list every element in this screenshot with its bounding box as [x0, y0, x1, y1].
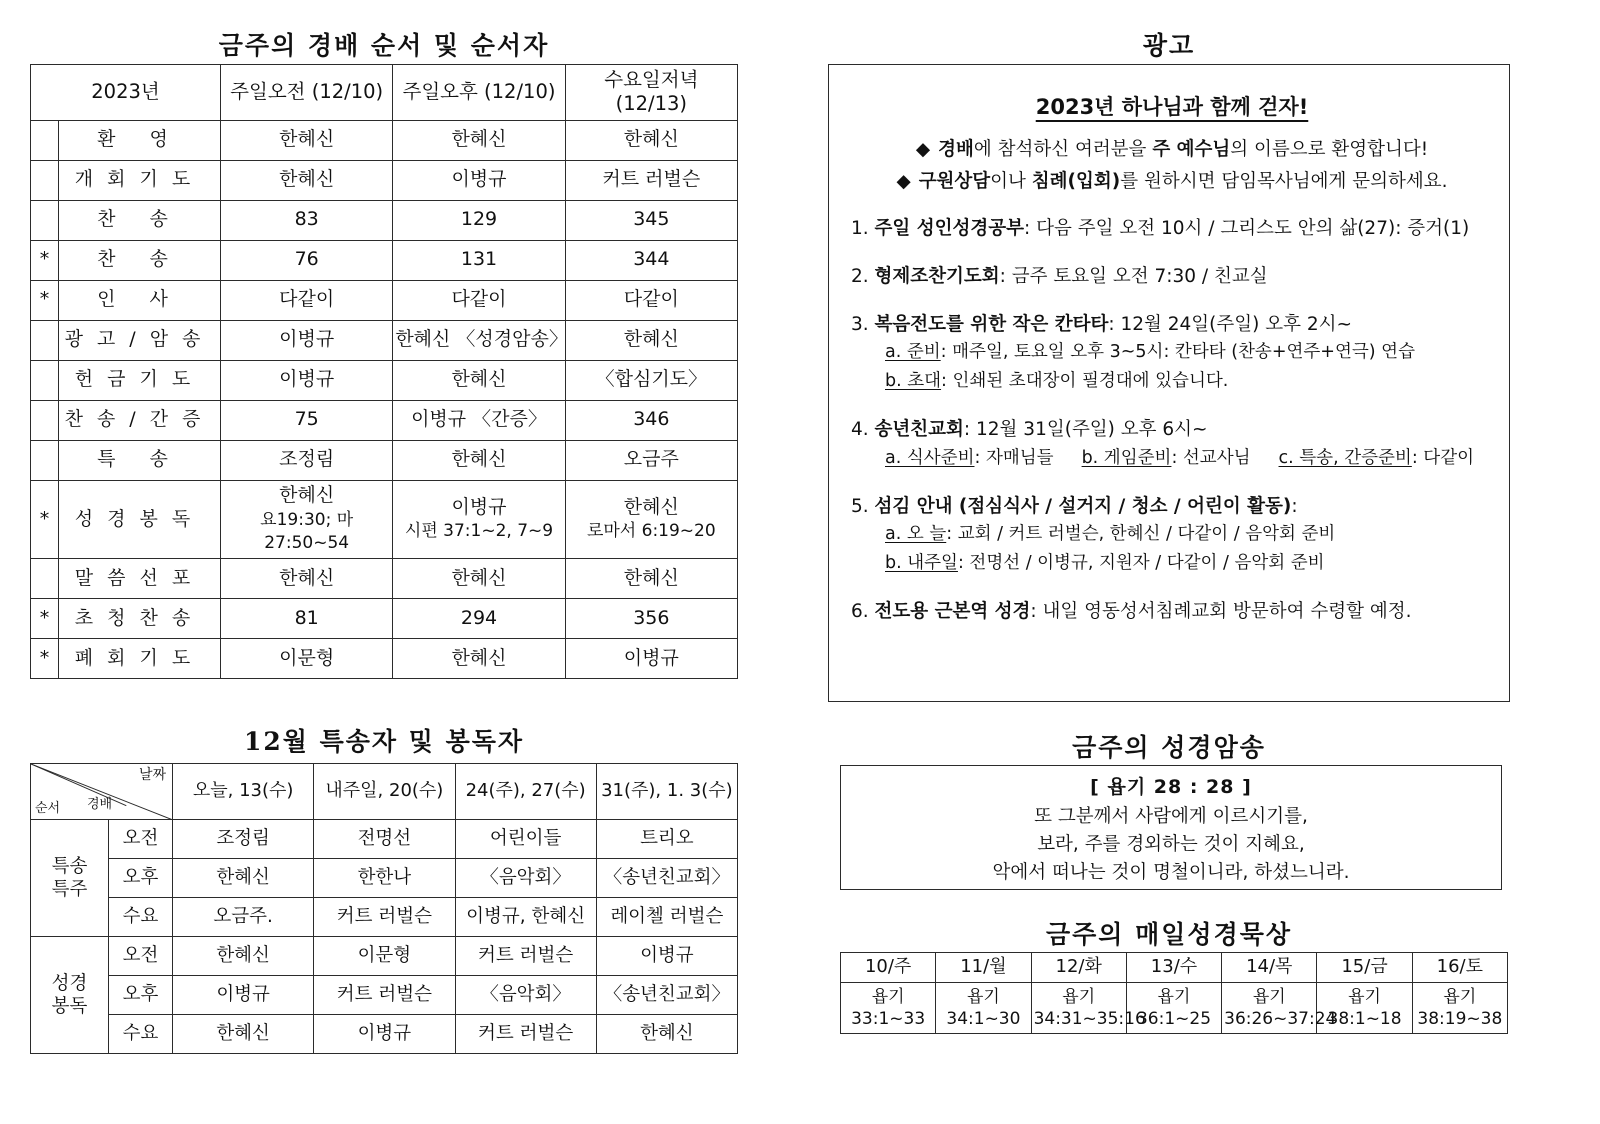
devotion-day-header: 14/목 [1222, 953, 1317, 983]
worship-wednesday-cell: 한혜신 [565, 120, 737, 160]
worship-sunday-pm-cell: 294 [393, 599, 565, 639]
worship-sunday-am-cell: 83 [221, 200, 393, 240]
singer-table-head [31, 764, 738, 820]
worship-item-cell: 성경봉독 [59, 480, 221, 558]
table-row [31, 280, 738, 320]
devotion-day-header: 16/토 [1412, 953, 1507, 983]
worship-sunday-am-cell: 이병규 [221, 320, 393, 360]
worship-sunday-pm-cell: 이병규 [393, 160, 565, 200]
worship-sunday-pm-cell: 129 [393, 200, 565, 240]
worship-wednesday-cell: 345 [565, 200, 737, 240]
memory-verse-line: 또 그분께서 사람에게 이르시기를, [1034, 806, 1308, 827]
table-row [31, 400, 738, 440]
announcement-item: 3. 복음전도를 위한 작은 칸타타: 12월 24일(주일) 오후 2시~ a. 준비: 매주일, 토요일 오후 3~5시: 칸타타 (찬송+연주+연극) 연습 b. 초대: 인쇄된 초대장이 필경대에 있습니다. [851, 311, 1493, 397]
singer-reader-title: 12월 특송자 및 봉독자 [243, 727, 525, 756]
memory-verse-line: 악에서 떠나는 것이 명철이니라, 하셨느니라. [992, 862, 1350, 884]
singer-person-cell: 한혜신 [173, 859, 314, 898]
worship-asterisk-cell: * [31, 240, 59, 280]
worship-item-cell: 헌금기도 [59, 360, 221, 400]
singer-person-cell: 한혜신 [173, 1015, 314, 1054]
singer-time-cell: 오후 [109, 859, 173, 898]
worship-sunday-am-cell: 한혜신 [221, 120, 393, 160]
worship-asterisk-cell: * [31, 639, 59, 679]
announcement-subitem: a. 오 늘: 교회 / 커트 러벌슨, 한혜신 / 다같이 / 음악회 준비 [885, 524, 1336, 545]
worship-wednesday-cell: 346 [565, 400, 737, 440]
memory-verse-reference: [ 욥기 28 : 28 ] [1090, 776, 1252, 798]
announcement-diamond-line: ◆ 구원상담이나 침례(입회)를 원하시면 담임목사님에게 문의하세요. [896, 171, 1448, 192]
worship-header-sunday-am: 주일오전 (12/10) [221, 65, 393, 121]
devotion-day-header: 15/금 [1317, 953, 1412, 983]
announcements-diamond-list [851, 135, 1493, 193]
worship-item-cell: 인 사 [59, 280, 221, 320]
table-row [31, 120, 738, 160]
table-row [31, 976, 738, 1015]
worship-item-cell: 찬 송 [59, 200, 221, 240]
table-row [31, 360, 738, 400]
corner-label-worship: 경배 [87, 796, 113, 812]
worship-wednesday-cell: 한혜신 [565, 320, 737, 360]
worship-asterisk-cell: * [31, 599, 59, 639]
devotion-day-header: 10/주 [841, 953, 936, 983]
singer-reader-table [30, 763, 738, 1054]
daily-devotion-title: 금주의 매일성경묵상 [1045, 920, 1293, 949]
memory-verse-box [840, 765, 1502, 890]
table-header-row [31, 65, 738, 121]
table-row [31, 820, 738, 859]
worship-wednesday-cell: 다같이 [565, 280, 737, 320]
table-row [31, 559, 738, 599]
worship-table-head [31, 65, 738, 121]
singer-person-cell: 〈송년친교회〉 [596, 859, 737, 898]
worship-asterisk-cell [31, 440, 59, 480]
worship-sunday-pm-cell: 이병규 〈간증〉 [393, 400, 565, 440]
devotion-passage-cell: 욥기 33:1~33 [841, 982, 936, 1033]
singer-person-cell: 한한나 [314, 859, 455, 898]
table-row [31, 898, 738, 937]
singer-person-cell: 커트 러벌슨 [314, 898, 455, 937]
worship-sunday-am-cell: 한혜신 요19:30; 마27:50~54 [221, 480, 393, 558]
worship-sunday-pm-cell: 이병규 시편 37:1~2, 7~9 [393, 480, 565, 558]
devotion-passage-cell: 욥기 38:1~18 [1317, 982, 1412, 1033]
table-row [31, 599, 738, 639]
singer-corner-header [31, 764, 173, 820]
worship-sunday-pm-cell: 한혜신 〈성경암송〉 [393, 320, 565, 360]
singer-header-col-2: 내주일, 20(수) [314, 764, 455, 820]
announcement-subitem: b. 초대: 인쇄된 초대장이 필경대에 있습니다. [885, 371, 1229, 392]
corner-label-order: 순서 [35, 800, 61, 816]
singer-person-cell: 한혜신 [596, 1015, 737, 1054]
singer-reader-table-wrap [30, 763, 738, 1054]
devotion-day-header: 13/수 [1126, 953, 1221, 983]
table-row [31, 160, 738, 200]
announcement-item: 1. 주일 성인성경공부: 다음 주일 오전 10시 / 그리스도 안의 삶(27): 증거(1) [851, 218, 1470, 239]
table-header-row [841, 953, 1508, 983]
singer-person-cell: 이문형 [314, 937, 455, 976]
worship-wednesday-cell: 344 [565, 240, 737, 280]
table-row [31, 240, 738, 280]
worship-asterisk-cell [31, 400, 59, 440]
announcements-box [828, 64, 1510, 702]
table-header-row [31, 764, 738, 820]
singer-person-cell: 이병규, 한혜신 [455, 898, 596, 937]
worship-header-wednesday: 수요일저녁 (12/13) [565, 65, 737, 121]
table-row [31, 440, 738, 480]
singer-time-cell: 오전 [109, 937, 173, 976]
worship-asterisk-cell [31, 559, 59, 599]
worship-wednesday-cell: 커트 러벌슨 [565, 160, 737, 200]
singer-person-cell: 트리오 [596, 820, 737, 859]
worship-item-cell: 개회기도 [59, 160, 221, 200]
singer-group-label: 성경 봉독 [31, 937, 109, 1054]
announcement-subitem: a. 준비: 매주일, 토요일 오후 3~5시: 칸타타 (찬송+연주+연극) 연습 [885, 342, 1415, 363]
worship-table-body [31, 120, 738, 678]
memory-verse-title: 금주의 성경암송 [1072, 733, 1266, 762]
devotion-passage-cell: 욥기 36:1~25 [1126, 982, 1221, 1033]
worship-asterisk-cell [31, 120, 59, 160]
daily-devotion-table-wrap [840, 952, 1508, 1034]
singer-time-cell: 오전 [109, 820, 173, 859]
singer-person-cell: 오금주. [173, 898, 314, 937]
announcement-diamond-line: ◆ 경배에 참석하신 여러분을 주 예수님의 이름으로 환영합니다! [915, 139, 1429, 160]
devotion-table-body [841, 982, 1508, 1033]
worship-sunday-am-cell: 한혜신 [221, 559, 393, 599]
singer-person-cell: 커트 러벌슨 [314, 976, 455, 1015]
worship-asterisk-cell [31, 360, 59, 400]
singer-table-body [31, 820, 738, 1054]
singer-group-label: 특송 특주 [31, 820, 109, 937]
devotion-passage-cell: 욥기 38:19~38 [1412, 982, 1507, 1033]
worship-item-cell: 찬 송 [59, 240, 221, 280]
announcement-subitem: a. 식사준비: 자매님들 b. 게임준비: 선교사님 c. 특송, 간증준비: 다같이 [885, 447, 1475, 468]
worship-sunday-pm-cell: 한혜신 [393, 639, 565, 679]
singer-time-cell: 수요 [109, 898, 173, 937]
worship-sunday-am-cell: 다같이 [221, 280, 393, 320]
announcement-item: 4. 송년친교회: 12월 31일(주일) 오후 6시~ a. 식사준비: 자매님들 b. 게임준비: 선교사님 c. 특송, 간증준비: 다같이 [851, 416, 1493, 473]
singer-person-cell: 이병규 [314, 1015, 455, 1054]
diamond-icon: ◆ [915, 139, 931, 160]
worship-item-cell: 폐회기도 [59, 639, 221, 679]
worship-sunday-pm-cell: 한혜신 [393, 120, 565, 160]
worship-asterisk-cell [31, 160, 59, 200]
worship-item-cell: 찬송/간증 [59, 400, 221, 440]
worship-sunday-pm-cell: 한혜신 [393, 559, 565, 599]
worship-sunday-pm-cell: 한혜신 [393, 440, 565, 480]
worship-sunday-am-cell: 이문형 [221, 639, 393, 679]
announcement-item: 5. 섬김 안내 (점심식사 / 설거지 / 청소 / 어린이 활동): a. 오 늘: 교회 / 커트 러벌슨, 한혜신 / 다같이 / 음악회 준비 b. 내주일: 전명선 / 이병규, 지원자 / 다같이 / 음악회 준비 [851, 493, 1493, 579]
devotion-passage-cell: 욥기 36:26~37:24 [1222, 982, 1317, 1033]
devotion-table-head [841, 953, 1508, 983]
corner-label-date: 날짜 [138, 767, 166, 783]
worship-sunday-am-cell: 이병규 [221, 360, 393, 400]
singer-person-cell: 커트 러벌슨 [455, 937, 596, 976]
worship-sunday-pm-cell: 131 [393, 240, 565, 280]
worship-order-table-wrap [30, 64, 738, 679]
worship-asterisk-cell: * [31, 280, 59, 320]
worship-header-year: 2023년 [31, 65, 221, 121]
worship-sunday-am-cell: 81 [221, 599, 393, 639]
worship-asterisk-cell [31, 320, 59, 360]
singer-person-cell: 〈음악회〉 [455, 976, 596, 1015]
singer-header-col-3: 24(주), 27(수) [455, 764, 596, 820]
worship-sunday-pm-cell: 다같이 [393, 280, 565, 320]
worship-wednesday-cell: 한혜신 로마서 6:19~20 [565, 480, 737, 558]
worship-sunday-pm-cell: 한혜신 [393, 360, 565, 400]
worship-wednesday-cell: 한혜신 [565, 559, 737, 599]
worship-sunday-am-cell: 한혜신 [221, 160, 393, 200]
table-row [31, 480, 738, 558]
worship-order-title: 금주의 경배 순서 및 순서자 [218, 31, 550, 60]
singer-person-cell: 레이첼 러벌슨 [596, 898, 737, 937]
singer-person-cell: 커트 러벌슨 [455, 1015, 596, 1054]
singer-header-col-4: 31(주), 1. 3(수) [596, 764, 737, 820]
singer-time-cell: 수요 [109, 1015, 173, 1054]
singer-person-cell: 이병규 [596, 937, 737, 976]
table-row [31, 320, 738, 360]
worship-item-cell: 말씀선포 [59, 559, 221, 599]
singer-person-cell: 이병규 [173, 976, 314, 1015]
singer-person-cell: 어린이들 [455, 820, 596, 859]
worship-sunday-am-cell: 75 [221, 400, 393, 440]
announcement-item: 2. 형제조찬기도회: 금주 토요일 오전 7:30 / 친교실 [851, 265, 1268, 287]
worship-item-cell: 광고/암송 [59, 320, 221, 360]
worship-wednesday-cell: 〈합심기도〉 [565, 360, 737, 400]
worship-asterisk-cell: * [31, 480, 59, 558]
memory-verse-line: 보라, 주를 경외하는 것이 지혜요, [1037, 834, 1305, 856]
table-row [31, 200, 738, 240]
singer-person-cell: 전명선 [314, 820, 455, 859]
devotion-passage-cell: 욥기 34:31~35:16 [1031, 982, 1126, 1033]
table-row [841, 982, 1508, 1033]
worship-wednesday-cell: 356 [565, 599, 737, 639]
announcements-numbered-list [851, 215, 1493, 626]
singer-time-cell: 오후 [109, 976, 173, 1015]
worship-asterisk-cell [31, 200, 59, 240]
table-row [31, 859, 738, 898]
daily-devotion-table [840, 952, 1508, 1034]
diamond-icon: ◆ [896, 171, 911, 192]
devotion-passage-cell: 욥기 34:1~30 [936, 982, 1031, 1033]
worship-item-cell: 환 영 [59, 120, 221, 160]
worship-wednesday-cell: 이병규 [565, 639, 737, 679]
announcements-title: 광고 [1142, 31, 1196, 60]
singer-person-cell: 〈송년친교회〉 [596, 976, 737, 1015]
memory-verse-text [841, 803, 1501, 887]
worship-header-sunday-pm: 주일오후 (12/10) [393, 65, 565, 121]
devotion-day-header: 11/월 [936, 953, 1031, 983]
worship-item-cell: 특 송 [59, 440, 221, 480]
devotion-day-header: 12/화 [1031, 953, 1126, 983]
announcement-item: 6. 전도용 근본역 성경: 내일 영동성서침례교회 방문하여 수령할 예정. [851, 601, 1412, 623]
announcement-subitem: b. 내주일: 전명선 / 이병규, 지원자 / 다같이 / 음악회 준비 [885, 553, 1325, 574]
table-row [31, 1015, 738, 1054]
worship-sunday-am-cell: 조정림 [221, 440, 393, 480]
worship-order-table [30, 64, 738, 679]
worship-sunday-am-cell: 76 [221, 240, 393, 280]
worship-wednesday-cell: 오금주 [565, 440, 737, 480]
table-row [31, 937, 738, 976]
singer-person-cell: 한혜신 [173, 937, 314, 976]
announcements-heading: 2023년 하나님과 함께 걷자! [1035, 95, 1309, 119]
table-row [31, 639, 738, 679]
singer-person-cell: 조정림 [173, 820, 314, 859]
singer-person-cell: 〈음악회〉 [455, 859, 596, 898]
worship-item-cell: 초청찬송 [59, 599, 221, 639]
singer-header-col-1: 오늘, 13(수) [173, 764, 314, 820]
